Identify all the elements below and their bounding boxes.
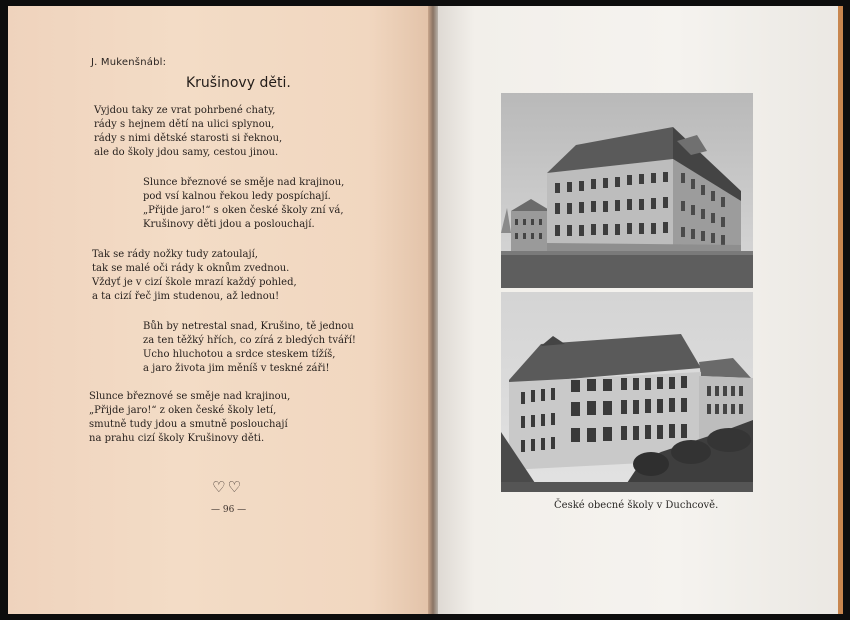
- verse-line: Vyjdou taky ze vrat pohrbené chaty,: [94, 105, 276, 116]
- stanza-1: [94, 104, 282, 160]
- verse-line: pod vsí kalnou řekou ledy pospíchají.: [143, 191, 331, 202]
- stanza-3: [92, 248, 297, 304]
- page-number: — 96 —: [211, 505, 247, 515]
- verse-line: Krušinovy děti jdou a poslouchají.: [143, 219, 315, 230]
- school-photo-2: [501, 292, 753, 492]
- page-edge: [838, 6, 843, 614]
- book-gutter: [428, 6, 438, 614]
- verse-line: ale do školy jdou samy, cestou jinou.: [94, 147, 279, 158]
- stanza-4: [143, 320, 356, 376]
- left-page: [8, 6, 432, 614]
- verse-line: Ucho hluchotou a srdce steskem tížíš,: [143, 349, 336, 360]
- photo-caption: České obecné školy v Duchcově.: [554, 500, 719, 511]
- stanza-5: [89, 390, 290, 446]
- heart-ornament-icon: ♡♡: [212, 478, 243, 496]
- verse-line: za ten těžký hřích, co zírá z bledých tváří!: [143, 335, 356, 346]
- verse-line: Tak se rády nožky tudy zatoulají,: [92, 249, 258, 260]
- poem-title: Krušinovy děti.: [186, 75, 291, 91]
- verse-line: rády s nimi dětské starosti si řeknou,: [94, 133, 283, 144]
- verse-line: a ta cizí řeč jim studenou, až lednou!: [92, 291, 280, 302]
- verse-line: Vždyť je v cizí škole mrazí každý pohled,: [92, 277, 297, 288]
- verse-line: Slunce březnové se směje nad krajinou,: [89, 391, 291, 402]
- verse-line: rády s hejnem dětí na ulici splynou,: [94, 119, 275, 130]
- verse-line: Slunce březnové se směje nad krajinou,: [143, 177, 345, 188]
- verse-line: smutně tudy jdou a smutně poslouchají: [89, 419, 288, 430]
- verse-line: Bůh by netrestal snad, Krušino, tě jednou: [143, 321, 354, 332]
- stanza-2: [143, 176, 344, 232]
- verse-line: a jaro života jim měníš v teskné záři!: [143, 363, 330, 374]
- school-photo-1: [501, 93, 753, 288]
- verse-line: „Přijde jaro!“ z oken české školy letí,: [89, 405, 277, 416]
- poem-author: J. Mukenšnábl:: [91, 57, 167, 68]
- verse-line: tak se malé oči rády k oknům zvednou.: [92, 263, 290, 274]
- verse-line: na prahu cizí školy Krušinovy děti.: [89, 433, 265, 444]
- verse-line: „Přijde jaro!“ s oken české školy zní vá,: [143, 205, 344, 216]
